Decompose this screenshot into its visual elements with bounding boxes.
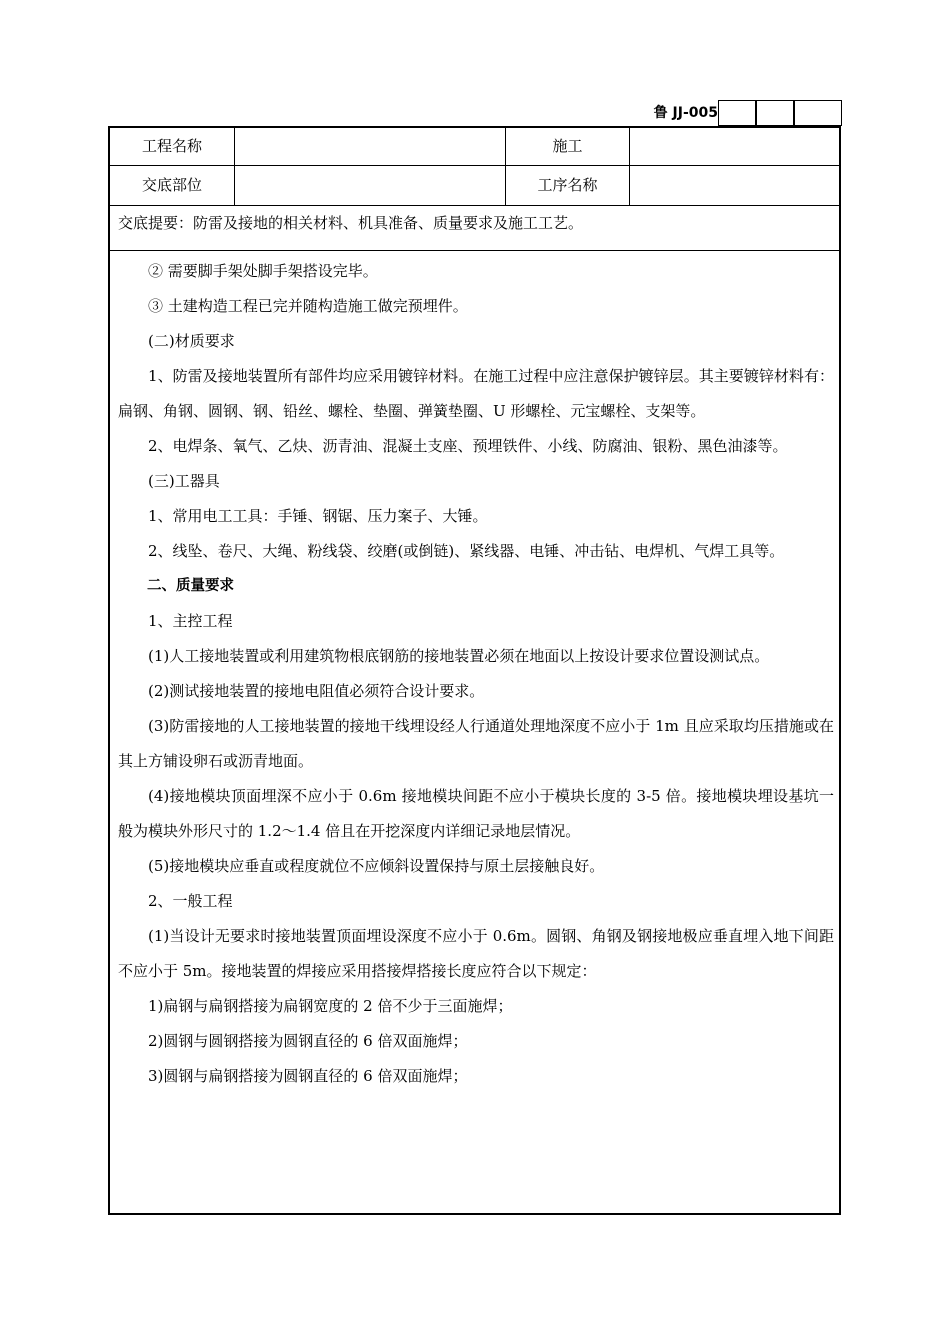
paragraph: 2、电焊条、氧气、乙炔、沥青油、混凝土支座、预埋铁件、小线、防腐油、银粉、黑色油漆等。 <box>148 437 788 455</box>
paragraph: 3)圆钢与扁钢搭接为圆钢直径的 6 倍双面施焊； <box>148 1067 468 1085</box>
paragraph: 1)扁钢与扁钢搭接为扁钢宽度的 2 倍不少于三面施焊； <box>148 997 513 1015</box>
construction-value[interactable] <box>630 128 841 165</box>
project-name-value[interactable] <box>235 128 505 165</box>
paragraph: (1)人工接地装置或利用建筑物根底钢筋的接地装置必须在地面以上按设计要求位置设测试点。 <box>148 647 770 665</box>
paragraph: (2)测试接地装置的接地电阻值必须符合设计要求。 <box>148 682 485 700</box>
paragraph: 2、一般工程 <box>148 892 233 910</box>
summary: 交底提要：防雷及接地的相关材料、机具准备、质量要求及施工工艺。 <box>118 214 584 232</box>
row-divider <box>110 205 839 206</box>
paragraph: 2)圆钢与圆钢搭接为圆钢直径的 6 倍双面施焊； <box>148 1032 468 1050</box>
process-value[interactable] <box>630 166 841 205</box>
paragraph: (1)当设计无要求时接地装置顶面埋设深度不应小于 0.6m。圆钢、角钢及钢接地极应垂直埋入地下间距不应小于 5m。接地装置的焊接应采用搭接焊搭接长度应符合以下规定： <box>118 927 834 980</box>
construction-label: 施工 <box>552 137 583 155</box>
paragraph: 2、线坠、卷尺、大绳、粉线袋、绞磨(或倒链)、紧线器、电锤、冲击钻、电焊机、气焊工具等。 <box>148 542 785 560</box>
paragraph: ② 需要脚手架处脚手架搭设完毕。 <box>148 262 378 280</box>
code-box <box>718 100 757 126</box>
project-name-label: 工程名称 <box>141 137 202 155</box>
code-box <box>793 100 842 126</box>
section-heading: 二、质量要求 <box>147 578 234 594</box>
disclosure-form <box>108 126 841 1215</box>
part-value[interactable] <box>235 166 505 205</box>
paragraph: (三)工器具 <box>148 472 220 490</box>
paragraph: ③ 土建构造工程已完并随构造施工做完预埋件。 <box>148 297 468 315</box>
paragraph: 1、常用电工工具：手锤、钢锯、压力案子、大锤。 <box>148 507 488 525</box>
paragraph: (二)材质要求 <box>148 332 235 350</box>
part-label: 交底部位 <box>141 176 202 194</box>
paragraph: 1、主控工程 <box>148 612 233 630</box>
code-box <box>755 100 795 126</box>
disclosure-content <box>118 254 834 1094</box>
paragraph: (5)接地模块应垂直或程度就位不应倾斜设置保持与原土层接触良好。 <box>148 857 605 875</box>
form-code-row <box>622 100 842 126</box>
form-code: 鲁 JJ-005 <box>653 105 718 121</box>
paragraph: (4)接地模块顶面埋深不应小于 0.6m 接地模块间距不应小于模块长度的 3-5 倍。接地模块埋设基坑一般为模块外形尺寸的 1.2～1.4 倍且在开挖深度内详细记录地层情况。 <box>118 787 834 840</box>
paragraph: (3)防雷接地的人工接地装置的接地干线埋设经人行通道处理地深度不应小于 1m 且应采取均压措施或在其上方铺设卵石或沥青地面。 <box>118 717 834 770</box>
paragraph: 1、防雷及接地装置所有部件均应采用镀锌材料。在施工过程中应注意保护镀锌层。其主要镀锌材料有：扁钢、角钢、圆钢、钢、铅丝、螺栓、垫圈、弹簧垫圈、U 形螺栓、元宝螺栓、支架等。 <box>118 367 834 420</box>
process-label: 工序名称 <box>537 176 598 194</box>
row-divider <box>110 250 839 251</box>
